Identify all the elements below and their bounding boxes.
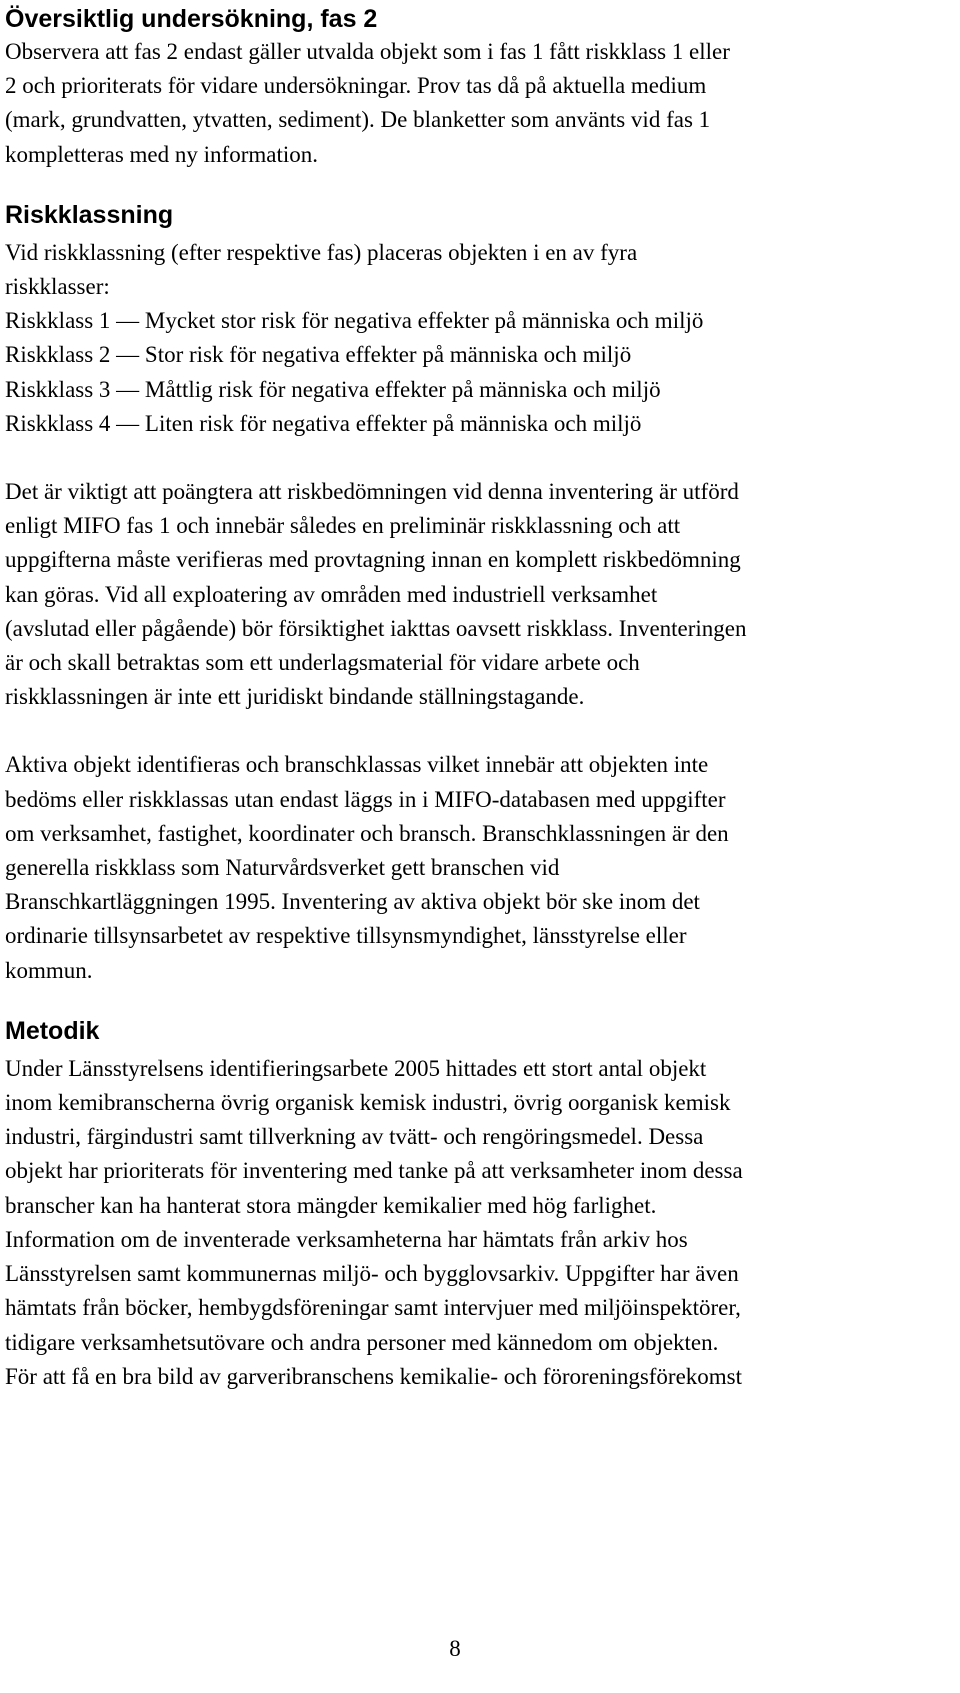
text-line: Under Länsstyrelsens identifieringsarbete 2005 hittades ett stort antal objekt	[5, 1055, 707, 1081]
text-line: riskklassningen är inte ett juridiskt bindande ställningstagande.	[5, 684, 585, 710]
riskklass-list	[5, 304, 955, 441]
paragraph-aktiva-objekt	[5, 748, 955, 987]
text-line: (avslutad eller pågående) bör försiktighet iakttas oavsett riskklass. Inventeringen	[5, 615, 747, 641]
text-line: om verksamhet, fastighet, koordinater och bransch. Branschklassningen är den	[5, 820, 729, 846]
document-page	[5, 0, 955, 1394]
riskklass-item: Riskklass 3 — Måttlig risk för negativa effekter på människa och miljö	[5, 376, 661, 402]
text-line: (mark, grundvatten, ytvatten, sediment). De blanketter som använts vid fas 1	[5, 107, 711, 133]
text-line: Information om de inventerade verksamheterna har hämtats från arkiv hos	[5, 1226, 688, 1252]
text-line: Vid riskklassning (efter respektive fas) placeras objekten i en av fyra	[5, 239, 638, 265]
text-line: generella riskklass som Naturvårdsverket gett branschen vid	[5, 855, 560, 881]
text-line: riskklasser:	[5, 274, 110, 300]
riskklass-item: Riskklass 2 — Stor risk för negativa effekter på människa och miljö	[5, 342, 632, 368]
text-line: kan göras. Vid all exploatering av områden med industriell verksamhet	[5, 581, 658, 607]
heading-fas2: Översiktlig undersökning, fas 2	[5, 5, 378, 33]
text-line: ordinarie tillsynsarbetet av respektive tillsynsmyndighet, länsstyrelse eller	[5, 923, 687, 949]
text-line: Länsstyrelsen samt kommunernas miljö- och bygglovsarkiv. Uppgifter har även	[5, 1261, 739, 1287]
text-line: För att få en bra bild av garveribranschens kemikalie- och föroreningsförekomst	[5, 1363, 743, 1389]
text-line: kompletteras med ny information.	[5, 141, 318, 167]
page-number: 8	[449, 1636, 461, 1661]
text-line: Observera att fas 2 endast gäller utvalda objekt som i fas 1 fått riskklass 1 eller	[5, 39, 730, 64]
text-line: tidigare verksamhetsutövare och andra personer med kännedom om objekten.	[5, 1329, 719, 1355]
text-line: Aktiva objekt identifieras och branschklassas vilket innebär att objekten inte	[5, 752, 709, 778]
heading-metodik: Metodik	[5, 1016, 100, 1045]
paragraph-fas2	[5, 35, 955, 172]
text-line: uppgifterna måste verifieras med provtagning innan en komplett riskbedömning	[5, 547, 741, 573]
text-line: hämtats från böcker, hembygdsföreningar samt intervjuer med miljöinspektörer,	[5, 1295, 741, 1321]
text-line: branscher kan ha hanterat stora mängder kemikalier med hög farlighet.	[5, 1192, 657, 1218]
paragraph-metodik	[5, 1052, 955, 1394]
text-line: 2 och prioriterats för vidare undersökningar. Prov tas då på aktuella medium	[5, 73, 707, 99]
text-line: inom kemibranscherna övrig organisk kemisk industri, övrig oorganisk kemisk	[5, 1090, 731, 1116]
text-line: industri, färgindustri samt tillverkning av tvätt- och rengöringsmedel. Dessa	[5, 1124, 704, 1150]
text-line: bedöms eller riskklassas utan endast läggs in i MIFO-databasen med uppgifter	[5, 786, 726, 812]
text-line: enligt MIFO fas 1 och innebär således en preliminär riskklassning och att	[5, 513, 681, 539]
text-line: är och skall betraktas som ett underlagsmaterial för vidare arbete och	[5, 650, 640, 676]
text-line: kommun.	[5, 957, 93, 983]
text-line: objekt har prioriterats för inventering med tanke på att verksamheter inom dessa	[5, 1158, 743, 1184]
paragraph-riskbedomning	[5, 475, 955, 714]
text-line: Branschkartläggningen 1995. Inventering av aktiva objekt bör ske inom det	[5, 889, 700, 915]
text-line: Det är viktigt att poängtera att riskbedömningen vid denna inventering är utförd	[5, 479, 739, 505]
riskklass-item: Riskklass 1 — Mycket stor risk för negativa effekter på människa och miljö	[5, 308, 704, 334]
heading-riskklassning: Riskklassning	[5, 200, 174, 229]
riskklass-item: Riskklass 4 — Liten risk för negativa effekter på människa och miljö	[5, 410, 642, 436]
paragraph-riskklassning-intro	[5, 236, 955, 304]
